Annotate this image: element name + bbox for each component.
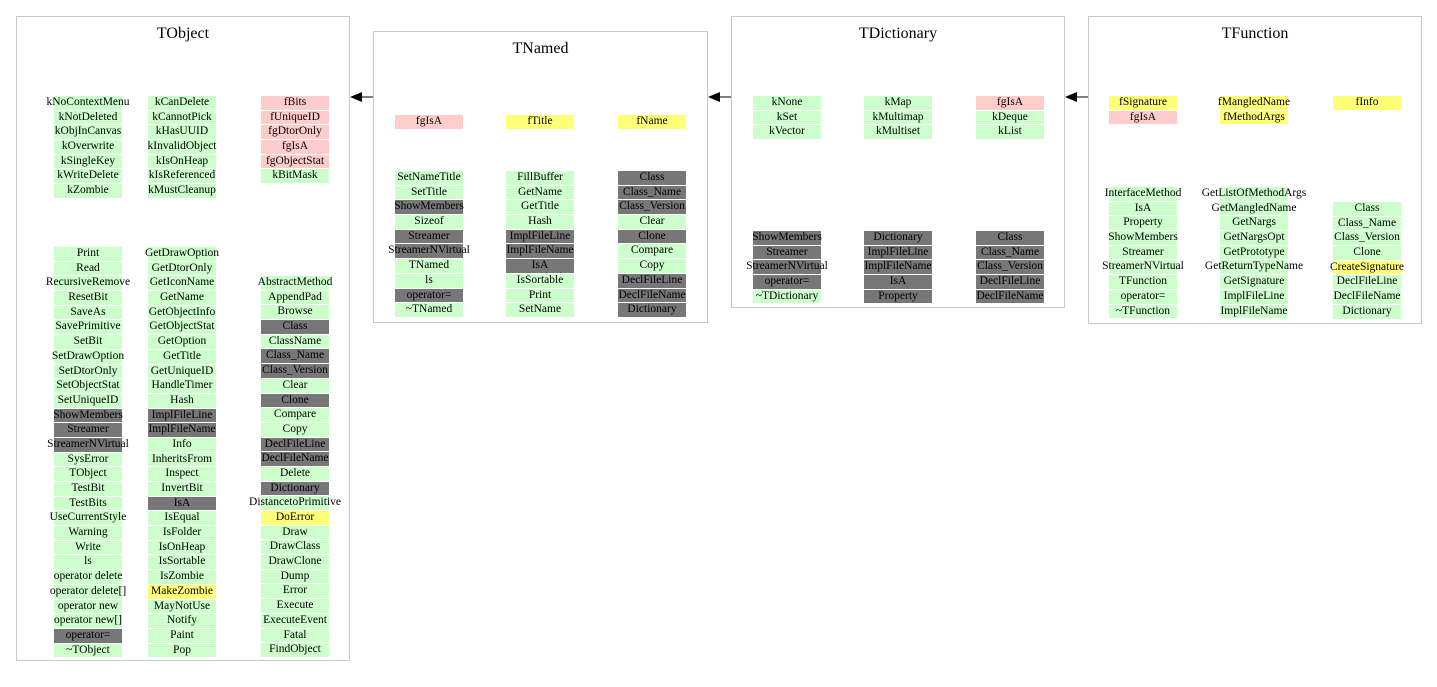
member-item: InheritsFrom — [151, 452, 213, 465]
member-item: fName — [636, 115, 668, 127]
member-item: GetSignature — [1223, 275, 1285, 288]
member-item: Class_Version — [977, 260, 1043, 273]
member-item: AppendPad — [268, 290, 322, 303]
member-item: Class_Name — [622, 185, 682, 198]
member-item: SetBit — [73, 335, 103, 348]
member-item: kDeque — [992, 110, 1028, 123]
member-item: Class_Version — [1334, 231, 1400, 244]
method-group — [144, 246, 220, 657]
member-item: Sizeof — [414, 215, 444, 228]
member-item: GetTitle — [163, 349, 201, 362]
member-item: GetIconName — [149, 276, 215, 289]
member-item: Read — [76, 261, 100, 274]
method-group — [506, 170, 574, 317]
member-item: SetName — [518, 303, 562, 316]
member-item: kOverwrite — [61, 140, 115, 153]
member-item: kWriteDelete — [57, 169, 119, 182]
member-item: CreateSignature — [1329, 260, 1405, 273]
member-item: operator= — [65, 628, 111, 641]
member-item: Draw — [282, 525, 308, 538]
member-item: ShowMembers — [53, 408, 123, 421]
member-item: IsSortable — [158, 555, 206, 568]
member-item: Hash — [528, 215, 552, 228]
member-item: DeclFileName — [1333, 290, 1401, 303]
member-item: Execute — [276, 599, 314, 612]
member-item: Class — [1354, 202, 1380, 214]
member-item: kBitMask — [272, 169, 318, 182]
member-item: HandleTimer — [151, 379, 213, 392]
member-item: kMustCleanup — [148, 184, 216, 197]
member-item: MakeZombie — [151, 584, 213, 597]
member-item: FillBuffer — [517, 171, 563, 183]
member-item: operator delete — [53, 570, 123, 583]
member-item: ImplFileLine — [509, 229, 571, 242]
data-member-group — [506, 114, 574, 129]
member-item: kHasUUID — [155, 125, 209, 138]
member-item: ls — [425, 273, 433, 286]
member-item: operator= — [1120, 289, 1166, 302]
member-item: kNone — [771, 96, 803, 108]
member-item: kCannotPick — [152, 110, 212, 123]
member-item: fUniqueID — [270, 110, 320, 123]
member-item: fMethodArgs — [1223, 110, 1285, 123]
member-item: IsA — [889, 275, 907, 288]
member-item: UseCurrentStyle — [49, 511, 127, 524]
member-item: Class_Version — [262, 364, 328, 377]
member-item: TestBits — [69, 496, 107, 509]
class-title-tdictionary: TDictionary — [858, 25, 938, 42]
member-item: GetName — [159, 291, 205, 304]
member-item: Dictionary — [1342, 304, 1392, 317]
class-title-tobject: TObject — [156, 25, 210, 42]
member-item: Clear — [639, 215, 665, 228]
member-item: RecursiveRemove — [45, 276, 131, 289]
member-item: DeclFileLine — [979, 275, 1041, 288]
member-item: Delete — [279, 466, 310, 479]
member-item: GetUniqueID — [150, 364, 214, 377]
member-item: StreamerNVirtual — [1102, 260, 1184, 273]
data-member-group — [618, 114, 686, 129]
method-group — [864, 230, 932, 303]
member-item: Clone — [281, 393, 309, 406]
member-item: GetName — [517, 185, 563, 198]
member-item: Pop — [173, 643, 191, 656]
member-item: Class — [639, 171, 665, 183]
member-item: kMap — [884, 96, 912, 108]
member-item: TNamed — [408, 259, 450, 272]
member-item: GetObjectStat — [149, 320, 215, 333]
member-item: Class_Name — [265, 349, 325, 362]
member-item: Streamer — [408, 229, 450, 242]
member-item: ResetBit — [68, 291, 108, 304]
member-item: StreamerNVirtual — [47, 437, 129, 450]
member-item: ShowMembers — [394, 200, 464, 213]
member-item: StreamerNVirtual — [746, 260, 828, 273]
member-item: Paint — [170, 628, 194, 641]
member-item: ShowMembers — [752, 231, 822, 243]
inheritance-arrow-tnamed-tobject — [350, 92, 373, 102]
member-item: IsOnHeap — [158, 540, 206, 553]
inheritance-arrow-tdictionary-tnamed — [708, 92, 731, 102]
member-item: GetListOfMethodArgs — [1201, 187, 1307, 199]
member-item: FindObject — [269, 643, 321, 656]
data-member-group — [1109, 95, 1177, 124]
member-item: Copy — [639, 259, 665, 272]
member-item: Class_Name — [1337, 216, 1397, 229]
member-item: Dump — [280, 569, 310, 582]
member-item: DeclFileLine — [621, 273, 683, 286]
member-item: kIsReferenced — [148, 169, 216, 182]
class-title-tfunction: TFunction — [1221, 25, 1289, 42]
member-item: Info — [172, 437, 192, 450]
member-item: Inspect — [165, 467, 199, 480]
member-item: GetOption — [157, 335, 207, 348]
member-item: Clone — [638, 229, 666, 242]
member-item: ls — [84, 555, 92, 568]
member-item: ExecuteEvent — [263, 613, 327, 626]
member-item: ImplFileName — [148, 423, 216, 436]
member-item: Streamer — [1122, 245, 1164, 258]
member-item: IsA — [1134, 201, 1152, 214]
member-item: operator new — [57, 599, 119, 612]
member-item: DeclFileName — [618, 288, 686, 301]
member-item: SetTitle — [410, 185, 447, 198]
member-item: kZombie — [67, 184, 109, 197]
member-item: kNoContextMenu — [46, 96, 130, 108]
member-item: ClassName — [268, 334, 322, 347]
member-item: DeclFileLine — [264, 437, 326, 450]
member-item: kSingleKey — [60, 154, 116, 167]
member-item: InvertBit — [161, 482, 203, 494]
member-item: operator new[] — [54, 614, 123, 627]
member-item: Clear — [282, 378, 308, 391]
member-item: GetMangledName — [1211, 201, 1297, 214]
member-item: DrawClone — [268, 555, 322, 568]
member-item: kList — [998, 125, 1022, 138]
member-item: Print — [528, 288, 552, 301]
member-item: ImplFileName — [1220, 304, 1288, 317]
member-item: fgIsA — [415, 115, 443, 127]
member-item: Class — [282, 320, 308, 333]
member-item: SysError — [67, 452, 109, 465]
member-item: Dictionary — [873, 231, 923, 243]
member-item: GetNargsOpt — [1223, 231, 1285, 244]
member-item: Print — [76, 247, 100, 259]
member-item: fInfo — [1355, 96, 1379, 108]
data-member-group — [753, 95, 821, 139]
member-item: AbstractMethod — [257, 276, 333, 288]
member-item: ImplFileName — [864, 260, 932, 273]
member-item: Dictionary — [627, 303, 677, 316]
member-item: SaveAs — [70, 305, 106, 318]
member-item: DeclFileName — [976, 289, 1044, 302]
member-item: operator delete[] — [49, 584, 127, 597]
member-item: fgIsA — [996, 96, 1024, 108]
member-item: SetDrawOption — [51, 349, 125, 362]
member-item: ImplFileLine — [867, 245, 929, 258]
member-item: IsA — [173, 496, 191, 509]
member-item: Hash — [170, 393, 194, 406]
member-item: Write — [75, 540, 101, 553]
member-item: fBits — [283, 96, 307, 108]
member-item: ~TNamed — [405, 303, 453, 316]
member-item: Class_Name — [980, 245, 1040, 258]
member-item: fgDtorOnly — [268, 125, 322, 138]
member-item: SetObjectStat — [56, 379, 120, 392]
member-item: Compare — [630, 244, 674, 257]
member-item: GetNargs — [1232, 216, 1276, 229]
member-item: Streamer — [67, 423, 109, 436]
member-item: Notify — [166, 614, 198, 627]
member-item: ImplFileLine — [151, 408, 213, 421]
member-item: Browse — [277, 305, 313, 318]
member-item: fgObjectStat — [265, 154, 325, 167]
data-member-group — [976, 95, 1044, 139]
data-member-group — [864, 95, 932, 139]
member-item: ~TFunction — [1115, 304, 1171, 317]
member-item: kMultiset — [875, 125, 921, 138]
member-item: InterfaceMethod — [1104, 187, 1182, 199]
member-item: MayNotUse — [153, 599, 211, 612]
member-item: TFunction — [1119, 275, 1167, 288]
member-item: kObjInCanvas — [54, 125, 122, 138]
member-item: DeclFileLine — [1336, 275, 1398, 288]
data-member-group — [395, 114, 463, 129]
member-item: SetUniqueID — [57, 393, 119, 406]
member-item: Class_Version — [619, 200, 685, 213]
member-item: kCanDelete — [154, 96, 210, 108]
member-item: IsFolder — [162, 526, 202, 539]
inheritance-arrow-tfunction-tdictionary — [1065, 92, 1088, 102]
member-item: Fatal — [283, 628, 307, 641]
member-item: Warning — [68, 526, 108, 539]
method-group — [1102, 186, 1184, 318]
member-item: kMultimap — [872, 110, 924, 123]
member-item: IsSortable — [516, 273, 564, 286]
data-member-group — [1217, 95, 1291, 124]
member-item: GetTitle — [521, 200, 559, 213]
member-item: Streamer — [766, 245, 808, 258]
class-box-tobject — [16, 16, 350, 661]
member-item: kIsOnHeap — [155, 154, 209, 167]
member-item: fSignature — [1119, 96, 1167, 108]
member-item: fMangledName — [1217, 96, 1291, 108]
member-item: Dictionary — [270, 481, 320, 494]
method-group — [1329, 201, 1405, 319]
member-item: kInvalidObject — [147, 140, 217, 153]
member-item: Property — [1123, 216, 1163, 229]
method-group — [746, 230, 828, 303]
method-group — [1201, 186, 1307, 318]
member-item: ImplFileName — [506, 244, 574, 257]
member-item: ShowMembers — [1108, 231, 1178, 244]
member-item: TObject — [69, 467, 107, 480]
member-item: IsA — [531, 259, 549, 272]
member-item: Copy — [282, 422, 308, 435]
method-group — [976, 230, 1044, 303]
member-item: StreamerNVirtual — [388, 244, 470, 257]
class-title-tnamed: TNamed — [512, 40, 569, 57]
member-item: GetDrawOption — [144, 247, 220, 259]
method-group — [45, 246, 131, 657]
member-item: operator= — [406, 288, 452, 301]
data-member-group — [1333, 95, 1401, 110]
member-item: SavePrimitive — [55, 320, 121, 333]
member-item: TestBit — [71, 482, 105, 494]
member-item: GetDtorOnly — [151, 261, 213, 274]
member-item: fgIsA — [281, 140, 309, 153]
member-item: Class — [997, 231, 1023, 243]
member-item: IsZombie — [159, 570, 205, 583]
member-item: kVector — [769, 125, 805, 138]
member-item: SetDtorOnly — [58, 364, 118, 377]
member-item: Clone — [1353, 246, 1381, 259]
member-item: DeclFileName — [261, 452, 329, 465]
member-item: GetPrototype — [1223, 245, 1285, 258]
member-item: ~TDictionary — [755, 289, 819, 302]
member-item: operator= — [764, 275, 810, 288]
member-item: GetObjectInfo — [148, 305, 216, 318]
member-item: kNotDeleted — [58, 110, 118, 123]
member-item: IsEqual — [164, 511, 200, 524]
member-item: fgIsA — [1129, 110, 1157, 123]
data-member-group — [148, 95, 216, 198]
member-item: Compare — [273, 408, 317, 421]
method-group — [388, 170, 470, 317]
member-item: kSet — [776, 110, 798, 123]
member-item: DoError — [275, 511, 315, 523]
member-item: SetNameTitle — [397, 171, 461, 183]
method-group — [249, 275, 341, 657]
member-item: ~TObject — [66, 643, 110, 656]
member-item: ImplFileLine — [1223, 289, 1285, 302]
data-member-group — [46, 95, 130, 198]
member-item: DistancetoPrimitive — [249, 496, 341, 509]
member-item: GetReturnTypeName — [1204, 260, 1304, 273]
member-item: Property — [878, 289, 918, 302]
member-item: fTitle — [527, 115, 553, 127]
member-item: DrawClass — [269, 540, 321, 553]
member-item: Error — [282, 584, 308, 597]
